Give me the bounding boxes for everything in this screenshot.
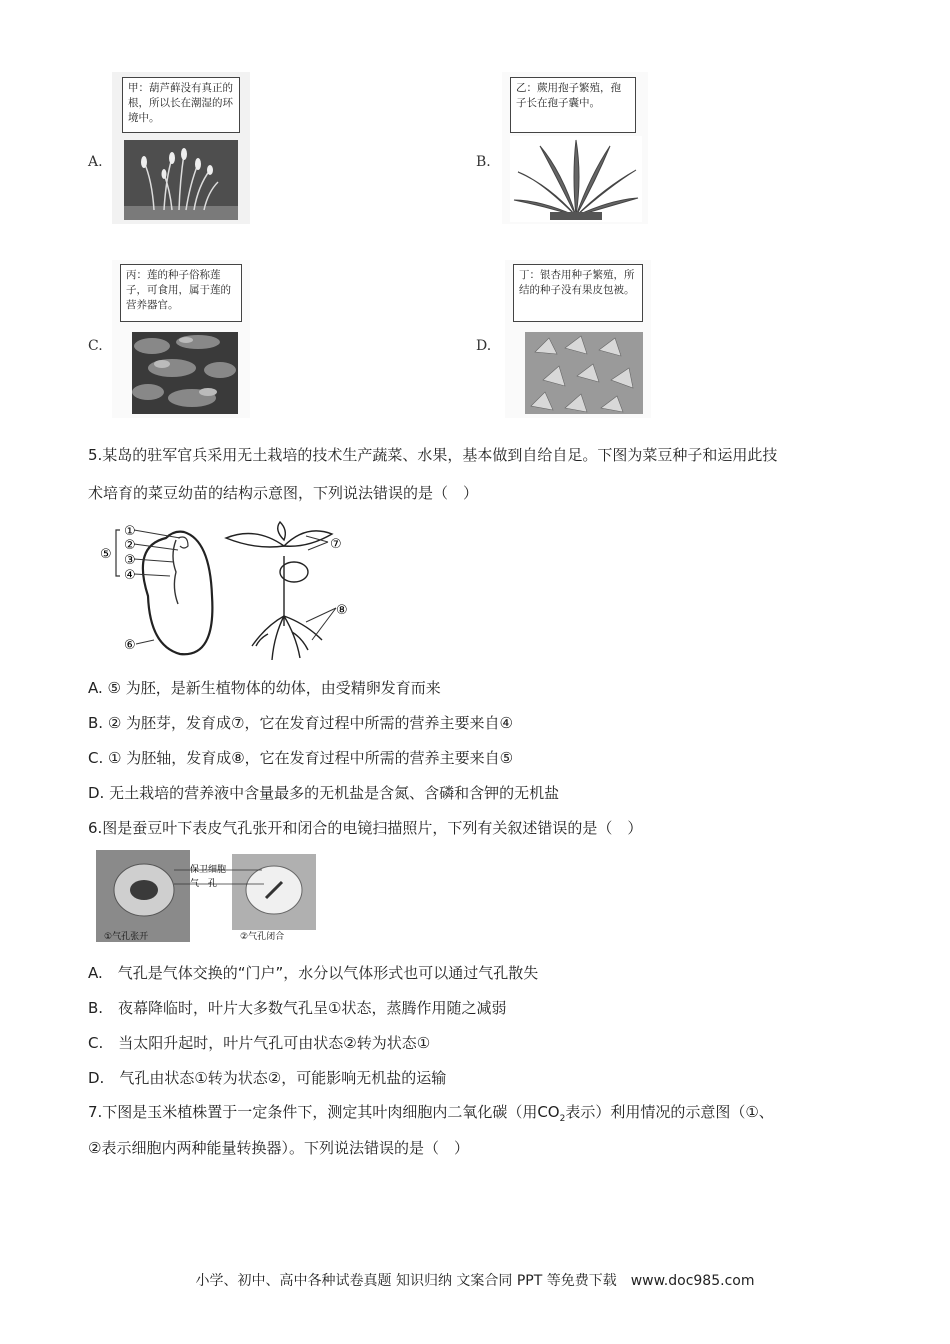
bean-seed-seedling-diagram [96,516,358,668]
option-a-figure [112,72,250,224]
option-c-letter: C. [88,338,103,354]
lotus-photo [132,332,238,414]
question-5-stem-line1: 5.某岛的驻军官兵采用无土栽培的技术生产蔬菜、水果，基本做到自给自足。下图为菜豆种子和运用此技 [88,446,778,464]
question-6-option-c: C. 当太阳升起时，叶片气孔可由状态②转为状态① [88,1034,431,1052]
label-stoma-closed: ②气孔闭合 [240,932,285,942]
co2-subscript: 2 [559,1114,566,1124]
page-footer: 小学、初中、高中各种试卷真题 知识归纳 文案合同 PPT 等免费下载 www.doc985.com [195,1273,755,1289]
option-a-speech-bubble: 甲：葫芦藓没有真正的根，所以长在潮湿的环境中。 [122,77,240,133]
label-7: ⑦ [330,537,342,552]
label-5: ⑤ [100,547,112,562]
label-1: ① [124,524,136,539]
label-2: ② [124,538,136,553]
label-stoma-open: ①气孔张开 [104,932,149,942]
option-a-letter: A. [88,154,103,170]
stem-part-b: 表示）利用情况的示意图（①、 [565,1103,774,1121]
option-d-speech-bubble: 丁：银杏用种子繁殖，所结的种子没有果皮包被。 [513,264,643,322]
stomata-photo-diagram [94,850,322,946]
option-d-figure [505,260,651,418]
option-b-letter: B. [476,154,491,170]
question-6-stem: 6.图是蚕豆叶下表皮气孔张开和闭合的电镜扫描照片，下列有关叙述错误的是（ ） [88,819,643,837]
question-5-option-a: A. ⑤ 为胚，是新生植物体的幼体，由受精卵发育而来 [88,679,441,697]
question-6-option-d: D. 气孔由状态①转为状态②，可能影响无机盐的运输 [88,1069,447,1087]
label-stoma: 气 孔 [190,879,218,889]
label-guard-cell: 保卫细胞 [190,865,227,875]
question-5-option-d: D. 无土栽培的营养液中含量最多的无机盐是含氮、含磷和含钾的无机盐 [88,784,560,802]
question-5-stem-line2: 术培育的菜豆幼苗的结构示意图，下列说法错误的是（ ） [88,484,479,502]
question-6-option-b: B. 夜幕降临时，叶片大多数气孔呈①状态，蒸腾作用随之减弱 [88,999,507,1017]
co2-formula: CO [537,1103,560,1121]
moss-photo [124,140,238,220]
option-b-figure [502,72,648,224]
label-3: ③ [124,553,136,568]
ginkgo-photo [525,332,643,414]
label-4: ④ [124,568,136,583]
stem-part-a: 7.下图是玉米植株置于一定条件下，测定其叶肉细胞内二氧化碳（用 [88,1103,538,1121]
question-7-stem-line2: ②表示细胞内两种能量转换器）。下列说法错误的是（ ） [88,1139,469,1157]
option-c-speech-bubble: 丙：莲的种子俗称莲子，可食用，属于莲的营养器官。 [120,264,242,322]
question-6-option-a: A. 气孔是气体交换的“门户”，水分以气体形式也可以通过气孔散失 [88,964,539,982]
question-5-option-c: C. ① 为胚轴，发育成⑧，它在发育过程中所需的营养主要来自⑤ [88,749,514,767]
question-7-stem-line1 [88,1101,774,1124]
fern-photo [510,136,642,222]
label-8: ⑧ [336,603,348,618]
question-5-option-b: B. ② 为胚芽，发育成⑦，它在发育过程中所需的营养主要来自④ [88,714,513,732]
option-c-figure [112,260,250,418]
option-b-speech-bubble: 乙：蕨用孢子繁殖，孢子长在孢子囊中。 [510,77,636,133]
label-6: ⑥ [124,638,136,653]
option-d-letter: D. [476,338,492,354]
